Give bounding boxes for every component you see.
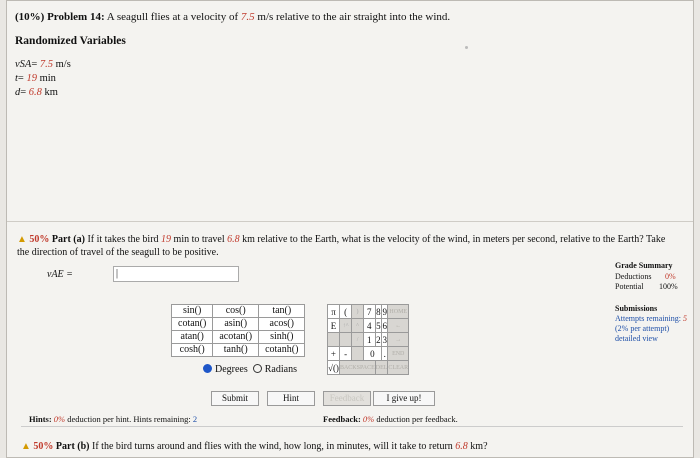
submissions-title: Submissions (615, 304, 658, 313)
key-del[interactable]: DEL (375, 361, 388, 375)
key-pi[interactable]: π (328, 305, 340, 319)
fn-atan[interactable]: atan() (172, 331, 213, 344)
key-end[interactable]: END (388, 347, 409, 361)
var-t: t= 19 min (15, 73, 56, 84)
fn-acotan[interactable]: acotan() (213, 331, 259, 344)
key-8[interactable]: 8 (376, 306, 381, 317)
potential-label: Potential (615, 282, 644, 291)
part-b-question[interactable]: ▲ 50% Part (b) If the bird turns around and flies with the wind, how long, in minutes, will it take to return 6.8 km? (21, 441, 488, 452)
fn-asin[interactable]: asin() (213, 318, 259, 331)
key-blank-1[interactable] (328, 333, 340, 347)
feedback-button[interactable]: Feedback (323, 391, 371, 406)
key-e[interactable]: E (328, 319, 340, 333)
key-blank-2[interactable] (339, 333, 351, 347)
submit-button[interactable]: Submit (211, 391, 259, 406)
key-4[interactable]: 4 (363, 319, 375, 333)
warning-icon: ▲ (21, 441, 31, 452)
key-2[interactable]: 2 (376, 334, 381, 345)
hints-remaining[interactable]: 2 (192, 414, 198, 424)
attempts-remaining: Attempts remaining: 5 (615, 314, 687, 323)
degrees-label: Degrees (215, 364, 248, 375)
key-open-paren[interactable]: ( (339, 305, 351, 319)
deductions-value: 0% (665, 272, 676, 281)
fn-sin[interactable]: sin() (172, 305, 213, 318)
key-6[interactable]: 6 (382, 320, 387, 331)
per-attempt: (2% per attempt) (615, 324, 670, 333)
fn-cosh[interactable]: cosh() (172, 344, 213, 357)
part-a-question: ▲ 50% Part (a) If it takes the bird 19 min to travel 6.8 km relative to the Earth, what is the velocity of the wind, in meters per second, relative to the Earth? Take the direction of travel of the seagull to be positive. (17, 234, 666, 258)
degrees-radio[interactable] (203, 364, 212, 373)
warning-icon: ▲ (17, 234, 27, 245)
fn-acos[interactable]: acos() (259, 318, 305, 331)
key-7[interactable]: 7 (363, 305, 375, 319)
answer-input[interactable]: | (113, 266, 239, 282)
grade-summary-title: Grade Summary (615, 261, 673, 270)
randomized-title: Randomized Variables (15, 35, 126, 47)
key-9[interactable]: 9 (382, 306, 387, 317)
key-clear[interactable]: CLEAR (388, 361, 409, 375)
radians-radio[interactable] (253, 364, 262, 373)
key-3[interactable]: 3 (382, 334, 387, 345)
key-home[interactable]: HOME (388, 305, 409, 319)
hints-info: Hints: 0% deduction per hint. Hints remaining: 2 (29, 414, 198, 424)
key-5[interactable]: 5 (376, 320, 381, 331)
var-vsa: vSA= 7.5 m/s (15, 59, 71, 70)
key-1[interactable]: 1 (363, 333, 375, 347)
radians-label: Radians (264, 364, 297, 375)
problem-panel (6, 0, 694, 458)
key-power-up[interactable]: ↑^ (339, 319, 351, 333)
angle-mode (203, 364, 297, 375)
keypad (327, 304, 409, 375)
answer-label: vAE = (47, 269, 73, 280)
problem-weight: (10%) (15, 11, 45, 23)
problem-title: Problem 14: (47, 11, 105, 23)
key-sqrt[interactable]: √() (328, 362, 339, 373)
key-plus[interactable]: + (328, 347, 340, 361)
part-a-pct: 50% (29, 234, 50, 245)
divider (7, 221, 693, 222)
key-dot[interactable]: . (382, 347, 388, 361)
key-blank-3[interactable] (352, 347, 363, 361)
potential-value: 100% (659, 282, 678, 291)
problem-text-2: m/s relative to the air straight into the wind. (257, 11, 451, 23)
detailed-view-link[interactable]: detailed view (615, 334, 658, 343)
problem-value: 7.5 (240, 11, 255, 23)
problem-header (15, 11, 450, 23)
fn-cos[interactable]: cos() (213, 305, 259, 318)
fn-sinh[interactable]: sinh() (259, 331, 305, 344)
key-0[interactable]: 0 (363, 347, 381, 361)
part-a-label: Part (a) (51, 234, 85, 245)
problem-text-1: A seagull flies at a velocity of (106, 11, 239, 23)
fn-tan[interactable]: tan() (259, 305, 305, 318)
key-minus[interactable]: - (339, 347, 351, 361)
key-left[interactable]: ← (388, 319, 409, 333)
key-divide[interactable]: / (352, 333, 363, 347)
fn-cotanh[interactable]: cotanh() (259, 344, 305, 357)
function-table (171, 304, 305, 357)
deductions-label: Deductions (615, 272, 652, 281)
key-right[interactable]: → (388, 333, 409, 347)
key-close-paren[interactable]: ) (352, 305, 363, 319)
feedback-info: Feedback: 0% deduction per feedback. (323, 414, 458, 424)
key-power[interactable]: ^ (352, 319, 363, 333)
calculator (171, 304, 409, 375)
var-d: d= 6.8 km (15, 87, 58, 98)
hint-button[interactable]: Hint (267, 391, 315, 406)
fn-tanh[interactable]: tanh() (213, 344, 259, 357)
give-up-button[interactable]: I give up! (373, 391, 435, 406)
key-backspace[interactable]: BACKSPACE (339, 361, 375, 375)
divider-2 (21, 426, 683, 427)
fn-cotan[interactable]: cotan() (172, 318, 213, 331)
marker-dot (465, 46, 468, 49)
